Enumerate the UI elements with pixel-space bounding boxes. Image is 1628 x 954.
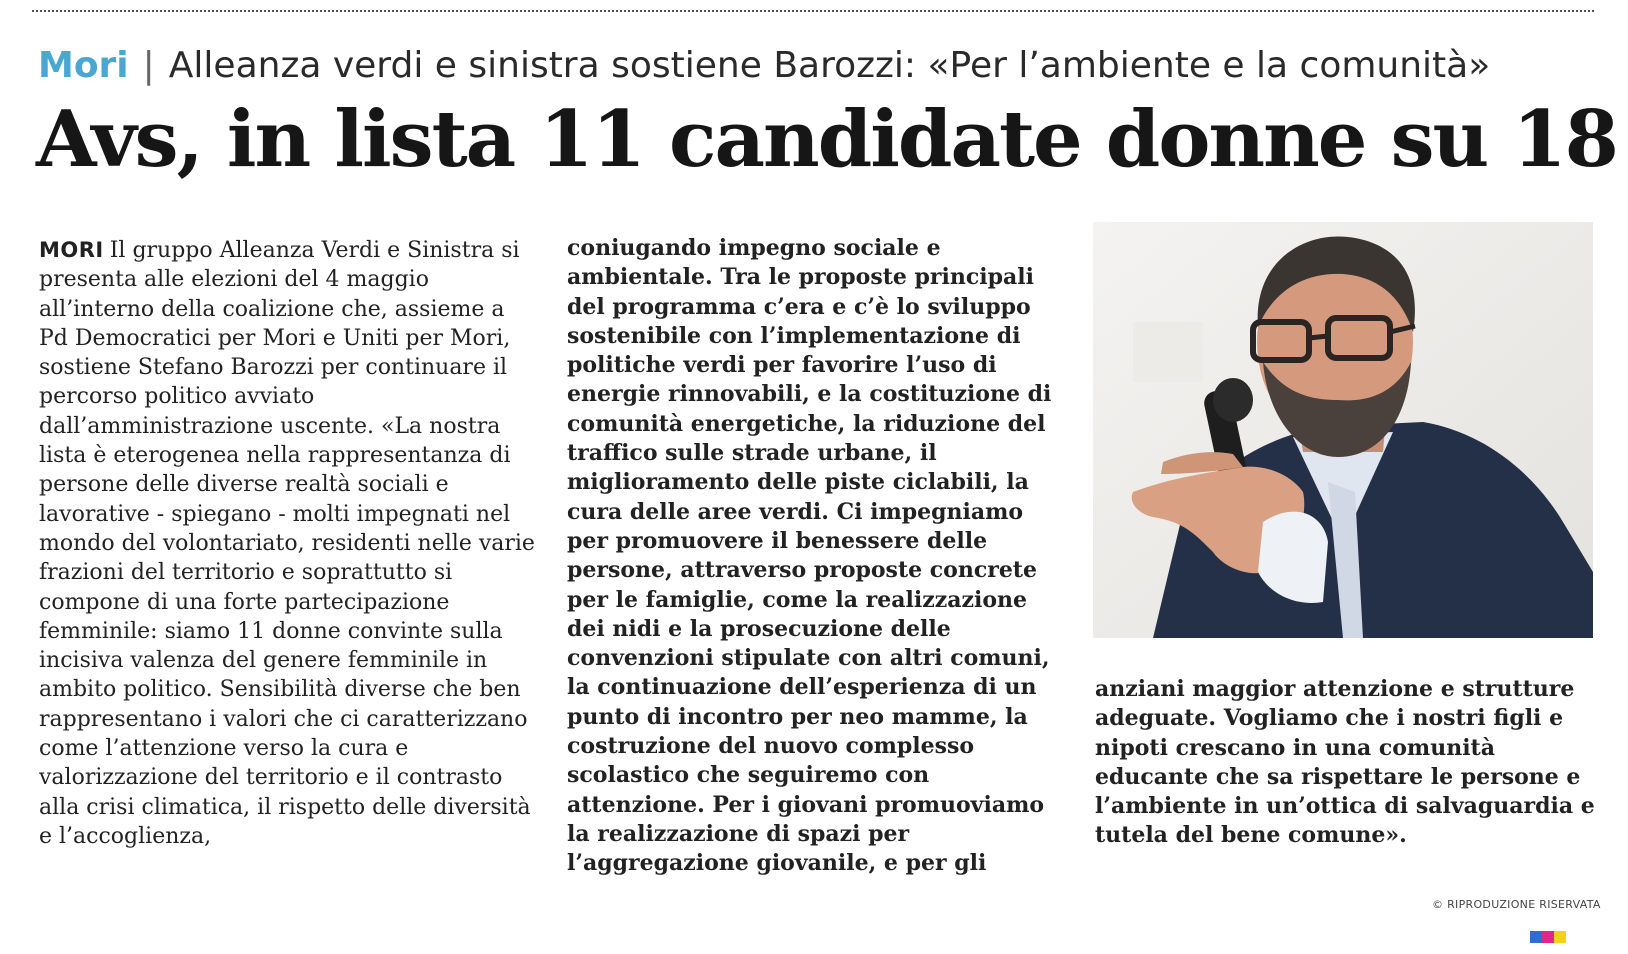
candidate-photo [1093,222,1593,638]
article-column-2 [567,234,1057,879]
print-mark-yellow [1554,931,1566,943]
print-mark-cyan [1530,931,1542,943]
copyright-credit: © RIPRODUZIONE RISERVATA [1432,898,1601,911]
article-column-3 [1095,675,1603,851]
kicker-separator: | [142,45,155,86]
print-registration-marks [1530,931,1566,943]
column-1-text: Il gruppo Alleanza Verdi e Sinistra si presenta alle elezioni del 4 maggio all’interno della coalizione che, assieme a Pd Democratici per Mori e Uniti per Mori, sostiene Stefano Barozzi per continuare il percorso politico avviato dall’amministrazione uscente. «La nostra lista è eterogenea nella rappresentanza di persone delle diverse realtà sociali e lavorative - spiegano - molti impegnati nel mondo del volontariato, residenti nelle varie frazioni del territorio e soprattutto si compone di una forte partecipazione femminile: siamo 11 donne convinte sulla incisiva valenza del genere femminile in ambito politico. Sensibilità diverse che ben rappresentano i valori che ci caratterizzano come l’attenzione verso la cura e valorizzazione del territorio e il contrasto alla crisi climatica, il rispetto delle diversità e l’accoglienza, [39,238,535,849]
column-3-text: anziani maggior attenzione e strutture adeguate. Vogliamo che i nostri figli e nipoti crescano in una comunità educante che sa rispettare le persone e l’ambiente in un’ottica di salvaguardia e tutela del bene comune». [1095,676,1595,849]
kicker-subtitle: Alleanza verdi e sinistra sostiene Barozzi: «Per l’ambiente e la comunità» [168,45,1491,86]
column-2-text: coniugando impegno sociale e ambientale. Tra le proposte principali del programma c’era e c’è lo sviluppo sostenibile con l’implementazione di politiche verdi per favorire l’uso di energie rinnovabili, e la costituzione di comunità energetiche, la riduzione del traffico sulle strade urbane, il miglioramento delle piste ciclabili, la cura delle aree verdi. Ci impegniamo per promuovere il benessere delle persone, attraverso proposte concrete per le famiglie, come la realizzazione dei nidi e la prosecuzione delle convenzioni stipulate con altri comuni, la continuazione dell’esperienza di un punto di incontro per neo mamme, la costruzione del nuovo complesso scolastico che seguiremo con attenzione. Per i giovani promuoviamo la realizzazione di spazi per l’aggregazione giovanile, e per gli [567,235,1052,877]
kicker [38,42,1490,90]
article-column-1 [39,236,537,851]
top-dotted-rule [32,10,1594,12]
dateline: MORI [39,238,104,262]
kicker-place: Mori [38,45,129,86]
man-with-microphone-image [1093,222,1593,638]
print-mark-magenta [1542,931,1554,943]
headline: Avs, in lista 11 candidate donne su 18 [36,94,1617,185]
